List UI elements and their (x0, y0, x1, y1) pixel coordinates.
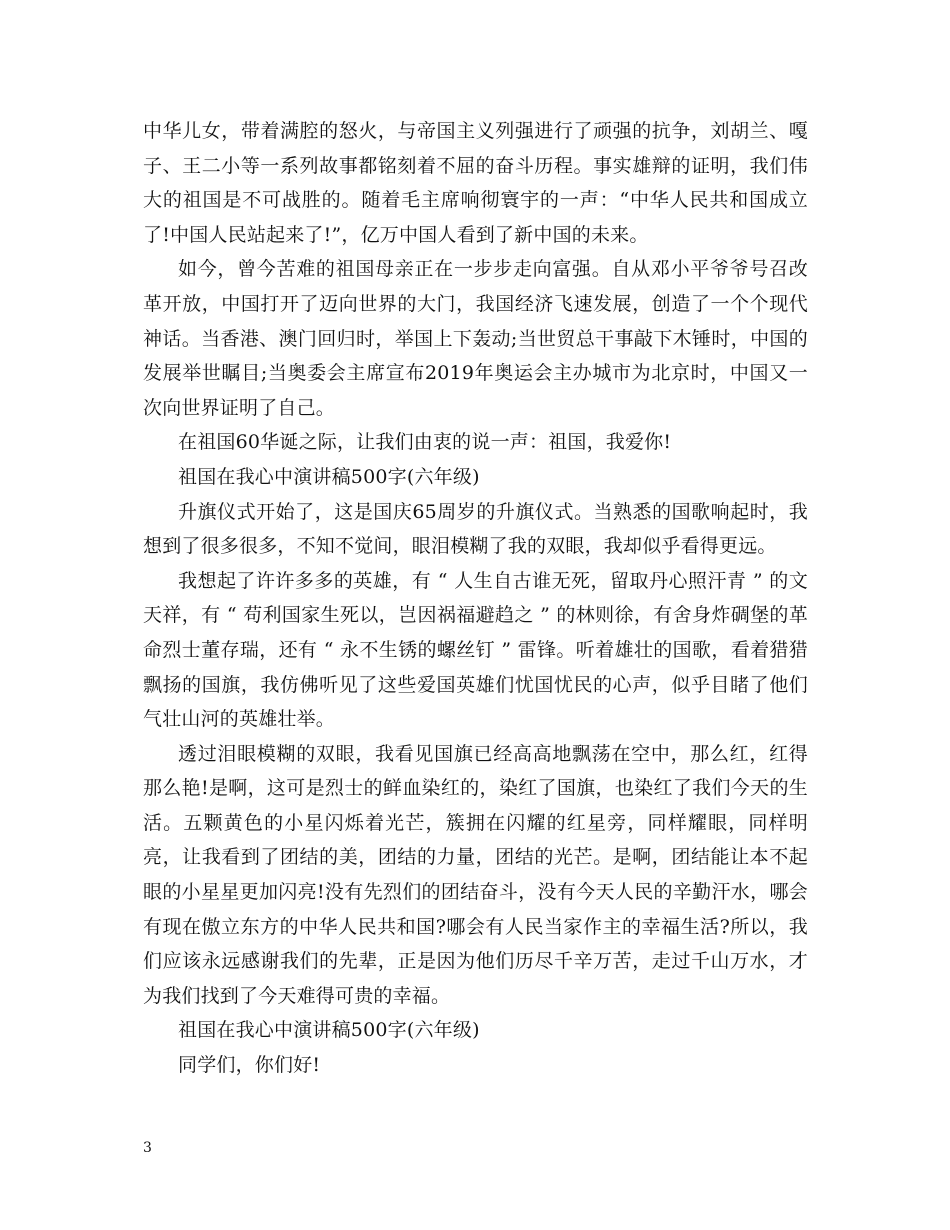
section-heading: 祖国在我心中演讲稿500字(六年级) (178, 465, 480, 488)
section-heading: 祖国在我心中演讲稿500字(六年级) (178, 1019, 480, 1042)
paragraph: 升旗仪式开始了，这是国庆65周岁的升旗仪式。当熟悉的国歌响起时，我想到了很多很多，不知不觉间，眼泪模糊了我的双眼，我却似乎看得更远。 (143, 500, 808, 558)
paragraph: 如今，曾今苦难的祖国母亲正在一步步走向富强。自从邓小平爷爷号召改革开放，中国打开了迈向世界的大门，我国经济飞速发展，创造了一个个现代神话。当香港、澳门回归时，举国上下轰动;当世贸总干事敲下木锤时，中国的发展举世瞩目;当奥委会主席宣布2019年奥运会主办城市为北京时，中国又一次向世界证明了自己。 (143, 258, 808, 419)
paragraph-continued: 中华儿女，带着满腔的怒火，与帝国主义列强进行了顽强的抗争，刘胡兰、嘎子、王二小等一系列故事都铭刻着不屈的奋斗历程。事实雄辩的证明，我们伟大的祖国是不可战胜的。随着毛主席响彻寰宇的一声：“中华人民共和国成立了!中国人民站起来了!”，亿万中国人看到了新中国的未来。 (143, 120, 808, 246)
document-body (143, 114, 808, 1083)
page-number: 3 (143, 1140, 152, 1156)
paragraph: 同学们，你们好! (178, 1054, 321, 1077)
paragraph: 我想起了许许多多的英雄，有 “ 人生自古谁无死，留取丹心照汗青 ” 的文天祥，有 “ 苟利国家生死以，岂因祸福避趋之 ” 的林则徐，有舍身炸碉堡的革命烈士董存瑞，还有 “ 永不生锈的螺丝钉 ” 雷锋。听着雄壮的国歌，看着猎猎飘扬的国旗，我仿佛听见了这些爱国英雄们忧国忧民的心声，似乎目睹了他们气壮山河的英雄壮举。 (143, 569, 808, 731)
paragraph: 在祖国60华诞之际，让我们由衷的说一声：祖国，我爱你! (178, 431, 672, 454)
paragraph: 透过泪眼模糊的双眼，我看见国旗已经高高地飘荡在空中，那么红，红得那么艳!是啊，这可是烈士的鲜血染红的，染红了国旗，也染红了我们今天的生活。五颗黄色的小星闪烁着光芒，簇拥在闪耀的红星旁，同样耀眼，同样明亮，让我看到了团结的美，团结的力量，团结的光芒。是啊，团结能让本不起眼的小星星更加闪亮!没有先烈们的团结奋斗，没有今天人民的辛勤汗水，哪会有现在傲立东方的中华人民共和国?哪会有人民当家作主的幸福生活?所以，我们应该永远感谢我们的先辈，正是因为他们历尽千辛万苦，走过千山万水，才为我们找到了今天难得可贵的幸福。 (143, 742, 808, 1007)
